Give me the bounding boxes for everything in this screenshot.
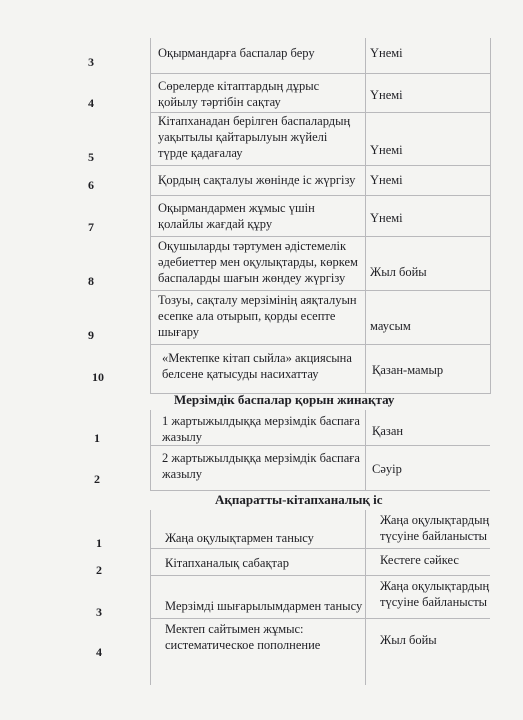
row-divider (150, 73, 490, 74)
column-divider (365, 510, 366, 685)
row-number: 1 (96, 536, 102, 550)
task-text: Кітапханадан берілген баспалардың уақытылы қайтарылуын жүйелі түрде қадағалау (158, 114, 351, 160)
task-text: Кітапханалық сабақтар (165, 556, 289, 570)
task-text: Мектеп сайтымен жұмыс: систематическое пополнение (165, 622, 321, 652)
row-number: 4 (88, 96, 94, 110)
column-divider (365, 410, 366, 490)
section-heading: Ақпаратты-кітапханалық іс (215, 492, 383, 507)
task-text: Оқырмандармен жұмыс үшін қолайлы жағдай құру (158, 201, 315, 231)
deadline-text: Үнемі (370, 143, 403, 157)
deadline-text: Жыл бойы (370, 265, 427, 279)
column-divider (150, 410, 151, 490)
row-number: 3 (96, 605, 102, 619)
deadline-text: Үнемі (370, 88, 403, 102)
deadline-text: Қазан (372, 424, 404, 438)
deadline-text: Жаңа оқулықтардың түсуіне байланысты (380, 579, 490, 609)
row-number: 2 (94, 472, 100, 486)
task-text: 2 жартыжылдыққа мерзімдік баспаға жазылу (162, 451, 360, 481)
row-divider (150, 548, 490, 549)
task-text: Мерзімді шығарылымдармен танысу (165, 599, 363, 613)
row-divider (150, 618, 490, 619)
task-text: Жаңа оқулықтармен танысу (165, 531, 314, 545)
task-text: Тозуы, сақталу мерзімінің аяқталуын есепке ала отырып, қорды есепте шығару (158, 293, 357, 339)
row-number: 9 (88, 328, 94, 342)
column-divider (150, 510, 151, 685)
deadline-text: Кестеге сәйкес (380, 553, 459, 567)
row-number: 2 (96, 563, 102, 577)
row-divider (150, 195, 490, 196)
deadline-text: Қазан-мамыр (372, 363, 444, 377)
row-divider (150, 445, 490, 446)
task-text: «Мектепке кітап сыйла» акциясына белсене қатысуды насихаттау (162, 351, 352, 381)
task-text: Сөрелерде кітаптардың дұрыс қойылу тәртібін сақтау (158, 79, 320, 109)
row-number: 6 (88, 178, 94, 192)
row-number: 8 (88, 274, 94, 288)
row-number: 1 (94, 431, 100, 445)
row-divider (150, 236, 490, 237)
task-text: Оқырмандарға баспалар беру (158, 46, 315, 60)
row-divider (150, 490, 490, 491)
row-number: 10 (92, 370, 104, 384)
column-divider (365, 38, 366, 394)
row-divider (150, 575, 490, 576)
deadline-text: Жаңа оқулықтардың түсуіне байланысты (380, 513, 490, 543)
row-divider (150, 344, 490, 345)
deadline-text: Сәуір (372, 462, 402, 476)
section-heading: Мерзімдік баспалар қорын жинақтау (174, 392, 395, 407)
row-number: 5 (88, 150, 94, 164)
row-divider (150, 165, 490, 166)
deadline-text: Үнемі (370, 211, 403, 225)
row-number: 3 (88, 55, 94, 69)
deadline-text: Үнемі (370, 46, 403, 60)
row-number: 7 (88, 220, 94, 234)
column-divider (150, 38, 151, 394)
task-text: Оқушыларды тәртумен әдістемелік әдебиеттер мен оқулықтарды, көркем баспаларды шағын жөндеу жүргізу (158, 239, 358, 285)
deadline-text: Жыл бойы (380, 633, 437, 647)
deadline-text: Үнемі (370, 173, 403, 187)
row-divider (150, 290, 490, 291)
task-text: 1 жартыжылдыққа мерзімдік баспаға жазылу (162, 414, 360, 444)
deadline-text: маусым (370, 319, 411, 333)
row-number: 4 (96, 645, 102, 659)
task-text: Қордың сақталуы жөнінде іс жүргізу (158, 173, 356, 187)
